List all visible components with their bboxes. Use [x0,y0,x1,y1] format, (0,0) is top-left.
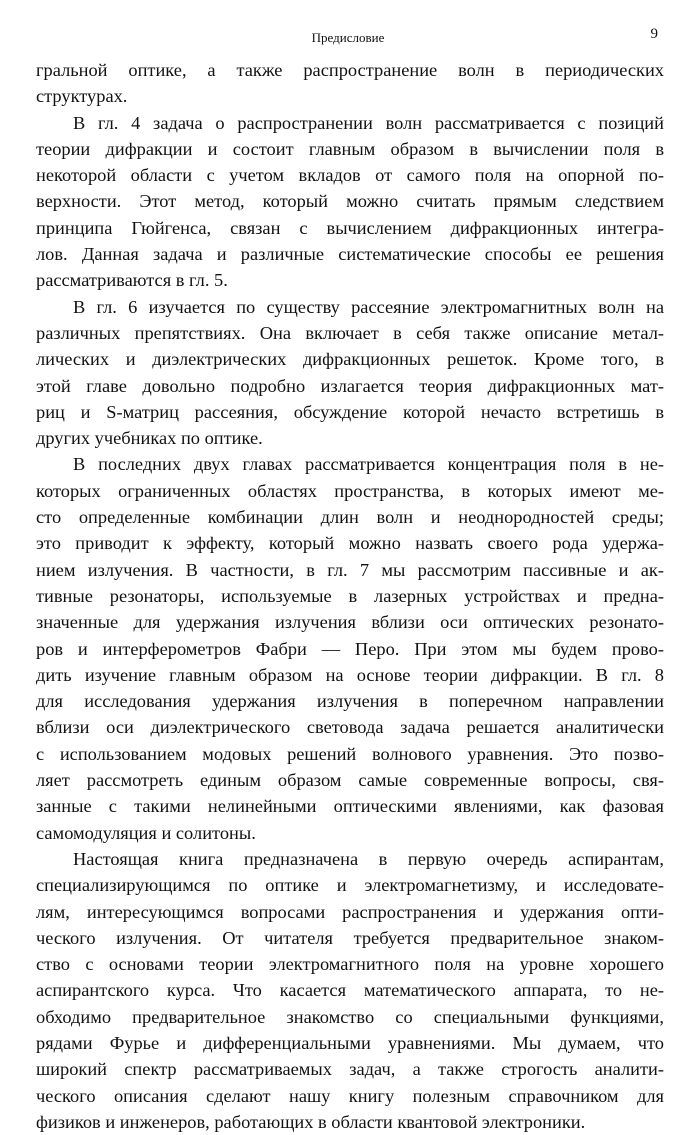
text-line: теории дифракции и состоит главным образом в вычислении поля в [36,138,664,159]
paragraph [36,294,664,452]
page-number: 9 [650,26,658,42]
text-line: В гл. 4 задача о распространении волн рассматривается с позиций [73,112,664,133]
text-line: принципа Гюйгенса, связан с вычислением дифракционных интегра- [36,217,664,238]
text-line: ческого описания сделают нашу книгу полезным справочником для [36,1085,664,1106]
text-line: специализирующимся по оптике и электромагнетизму, и исследовате- [36,875,664,896]
body-text [36,57,664,1135]
paragraph [36,110,664,294]
text-line: сто определенные комбинации длин волн и неоднородностей среды; [36,507,664,528]
text-line: для исследования удержания излучения в поперечном направлении [36,691,664,712]
text-line: ров и интерферометров Фабри — Перо. При этом мы будем прово- [36,638,664,659]
text-line: это приводит к эффекту, который можно назвать своего рода удержа- [36,533,664,554]
text-line: структурах. [36,86,128,107]
text-line: В гл. 6 изучается по существу рассеяние электромагнитных волн на [73,296,664,317]
text-line: с использованием модовых решений волнового уравнения. Это позво- [36,743,664,764]
text-line: аспирантского курса. Что касается математического аппарата, то не- [36,980,664,1001]
text-line: некоторой области с учетом вкладов от самого поля на опорной по- [36,165,664,186]
text-line: В последних двух главах рассматривается концентрация поля в не- [73,454,664,475]
text-line: занные с такими нелинейными оптическими явлениями, как фазовая [36,796,664,817]
text-line: физиков и инженеров, работающих в области квантовой электроники. [36,1111,586,1132]
text-line: лических и диэлектрических дифракционных решеток. Кроме того, в [36,349,664,370]
paragraph [36,451,664,845]
text-line: самомодуляция и солитоны. [36,822,256,843]
text-line: ство с основами теории электромагнитного поля на уровне хорошего [36,954,664,975]
text-line: тивные резонаторы, используемые в лазерных устройствах и предна- [36,585,664,606]
text-line: рассматриваются в гл. 5. [36,270,228,291]
text-line: которых ограниченных областях пространства, в которых имеют ме- [36,480,664,501]
running-head-title: Предисловие [311,30,385,45]
text-line: различных препятствиях. Она включает в себя также описание метал- [36,322,664,343]
text-line: Настоящая книга предназначена в первую очередь аспирантам, [73,848,664,869]
text-line: дить изучение главным образом на основе теории дифракции. В гл. 8 [36,664,664,685]
paragraph [36,57,664,110]
text-line: риц и S-матриц рассеяния, обсуждение которой нечасто встретишь в [36,401,664,422]
text-line: этой главе довольно подробно излагается теория дифракционных мат- [36,375,664,396]
text-line: ляет рассмотреть единым образом самые современные вопросы, свя- [36,770,664,791]
paragraph [36,846,664,1135]
text-line: рядами Фурье и дифференциальными уравнениями. Мы думаем, что [36,1032,664,1053]
text-line: других учебниках по оптике. [36,428,263,449]
text-line: верхности. Этот метод, который можно считать прямым следствием [36,191,664,212]
text-line: значенные для удержания излучения вблизи оси оптических резонато- [36,612,664,633]
text-line: лям, интересующимся вопросами распространения и удержания опти- [36,901,664,922]
text-line: ческого излучения. От читателя требуется предварительное знаком- [36,927,664,948]
text-line: обходимо предварительное знакомство со специальными функциями, [36,1006,664,1027]
text-line: нием излучения. В частности, в гл. 7 мы рассмотрим пассивные и ак- [36,559,664,580]
text-line: гральной оптике, а также распространение волн в периодических [36,60,664,80]
text-line: лов. Данная задача и различные систематические способы ее решения [36,244,664,265]
text-line: вблизи оси диэлектрического световода задача решается аналитически [36,717,664,738]
text-line: широкий спектр рассматриваемых задач, а также строгость аналити- [36,1059,664,1080]
